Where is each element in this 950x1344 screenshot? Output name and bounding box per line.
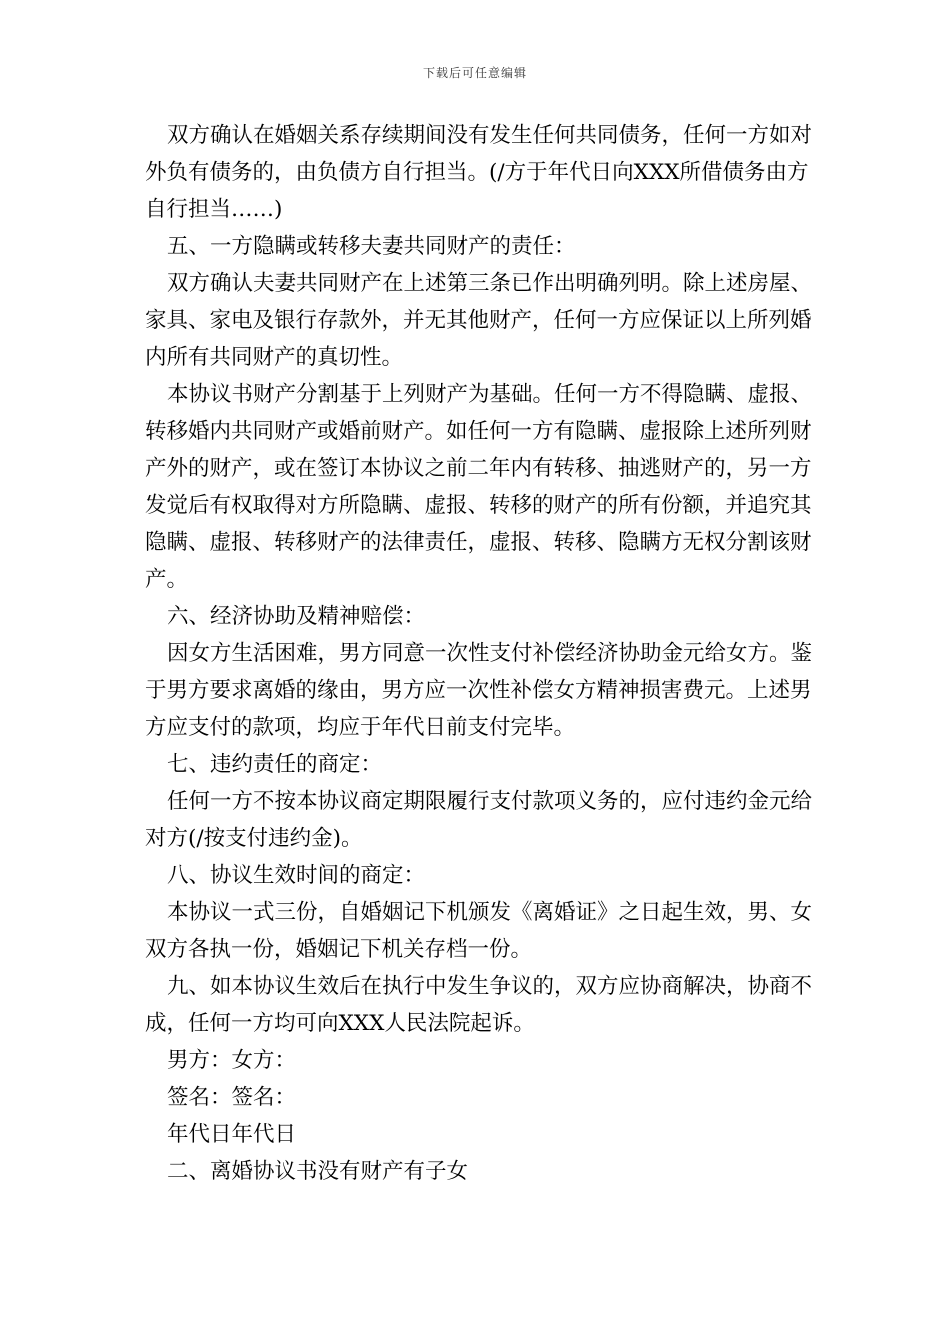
signature-names: 签名：签名： (167, 1085, 297, 1110)
paragraph-property-confirmation: 双方确认夫妻共同财产在上述第三条已作出明确列明。除上述房屋、家具、家电及银行存款外，并无其他财产，任何一方应保证以上所列婚内所有共同财产的真切性。 (145, 271, 813, 370)
paragraph-dispute: 九、如本协议生效后在执行中发生争议的，双方应协商解决，协商不成，任何一方均可向XXX人民法院起诉。 (145, 974, 813, 1036)
section-heading-7: 七、违约责任的商定： (167, 752, 383, 777)
signature-dates: 年代日年代日 (167, 1122, 297, 1147)
section-heading-8: 八、协议生效时间的商定： (167, 863, 426, 888)
section-heading-5: 五、一方隐瞒或转移夫妻共同财产的责任： (167, 234, 576, 259)
section-heading-6: 六、经济协助及精神赔偿： (167, 604, 426, 629)
page-header: 下载后可任意编辑 (422, 66, 527, 80)
paragraph-debt-confirmation: 双方确认在婚姻关系存续期间没有发生任何共同债务，任何一方如对外负有债务的，由负债方自行担当。(/方于年代日向XXX所借债务由方自行担当……) (145, 123, 813, 222)
paragraph-compensation: 因女方生活困难，男方同意一次性支付补偿经济协助金元给女方。鉴于男方要求离婚的缘由，男方应一次性补偿女方精神损害费元。上述男方应支付的款项，均应于年代日前支付完毕。 (145, 641, 813, 740)
paragraph-property-division: 本协议书财产分割基于上列财产为基础。任何一方不得隐瞒、虚报、转移婚内共同财产或婚前财产。如任何一方有隐瞒、虚报除上述所列财产外的财产，或在签订本协议之前二年内有转移、抽逃财产的，另一方发觉后有权取得对方所隐瞒、虚报、转移的财产的所有份额，并追究其隐瞒、虚报、转移财产的法律责任，虚报、转移、隐瞒方无权分割该财产。 (145, 382, 813, 592)
paragraph-effective-time: 本协议一式三份，自婚姻记下机颁发《离婚证》之日起生效，男、女双方各执一份，婚姻记下机关存档一份。 (145, 900, 813, 962)
paragraph-breach: 任何一方不按本协议商定期限履行支付款项义务的，应付违约金元给对方(/按支付违约金)。 (145, 789, 813, 851)
document-body (145, 117, 825, 1190)
signature-parties: 男方：女方： (167, 1048, 297, 1073)
next-section-title: 二、离婚协议书没有财产有子女 (167, 1159, 469, 1184)
